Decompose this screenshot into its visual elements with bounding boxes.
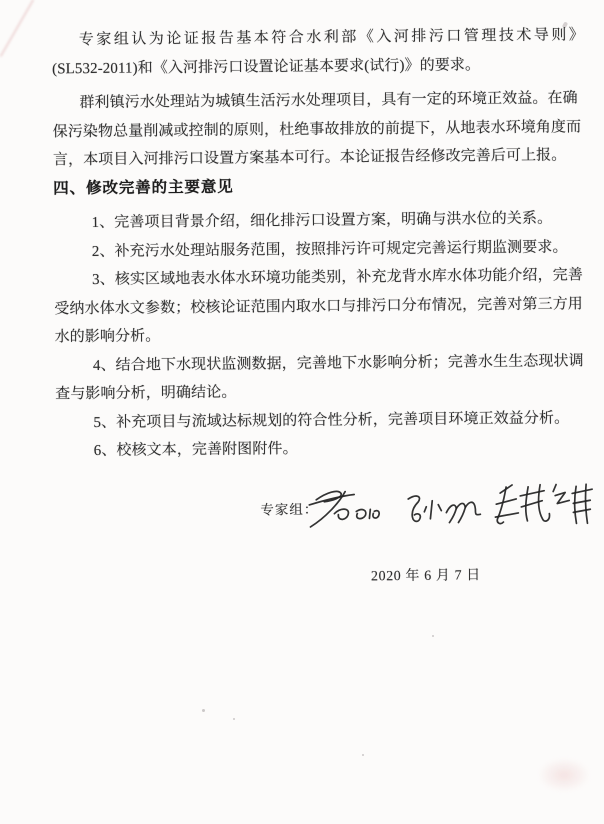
section-heading: 四、修改完善的主要意见: [53, 178, 234, 197]
list-item-5: 5、补充项目与流域达标规划的符合性分析，完善项目环境正效益分析。: [93, 409, 570, 431]
scan-speck: [233, 718, 235, 720]
list-item-2: 2、补充污水处理站服务范围，按照排污许可规定完善运行期监测要求。: [91, 238, 568, 260]
para2-line1: 群利镇污水处理站为城镇生活污水处理项目，具有一定的环境正效益。在确: [79, 90, 578, 112]
list-item-4-line2: 查与影响分析，明确结论。: [55, 384, 237, 403]
handwritten-signature-2: [400, 488, 484, 529]
para1-line1: 专家组认为论证报告基本符合水利部《入河排污口管理技术导则》: [78, 27, 587, 49]
para2-line3: 言，本项目入河排污口设置方案基本可行。本论证报告经修改完善后可上报。: [52, 147, 567, 169]
para2-line2: 保污染物总量削减或控制的原则，杜绝事故排放的前提下，从地表水环境角度而: [52, 118, 582, 140]
handwritten-signature-1: [304, 485, 382, 530]
handwritten-signature-3: [492, 479, 596, 530]
scan-smudge-artifact: [538, 758, 590, 792]
para1-line2: (SL532-2011)和《入河排污口设置论证基本要求(试行)》的要求。: [51, 56, 481, 77]
list-item-6: 6、校核文本，完善附图附件。: [93, 441, 298, 459]
list-item-1: 1、完善项目背景介绍，细化排污口设置方案，明确与洪水位的关系。: [91, 210, 553, 232]
scan-speck: [362, 754, 364, 756]
list-item-3-line1: 3、核实区域地表水体水环境功能类别，补充龙背水库水体功能介绍，完善: [92, 267, 583, 289]
scan-speck: [202, 709, 205, 712]
signature-row: [260, 483, 582, 534]
list-item-3-line2: 受纳水体水文参数；校核论证范围内取水口与排污口分布情况，完善对第三方用: [54, 295, 583, 317]
list-item-4-line1: 4、结合地下水现状监测数据，完善地下水影响分析；完善水生生态现状调: [92, 352, 584, 374]
scan-speck: [432, 635, 434, 637]
list-item-3-line3: 水的影响分析。: [54, 328, 161, 346]
document-date: 2020 年 6 月 7 日: [370, 567, 481, 584]
signature-label: 专家组：: [260, 501, 319, 517]
